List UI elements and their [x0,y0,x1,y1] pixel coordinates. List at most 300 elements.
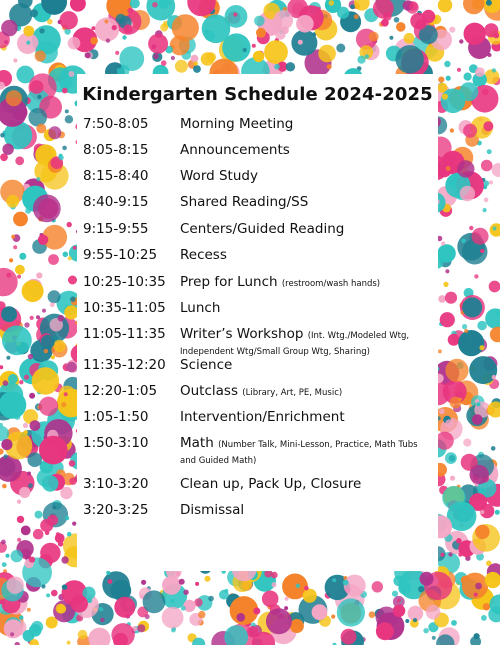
page-title: Kindergarten Schedule 2024-2025 [82,84,433,105]
confetti-dot [480,249,484,253]
confetti-dot [36,315,40,319]
confetti-dot [477,321,487,331]
confetti-dot [369,611,376,618]
confetti-dot [122,35,126,39]
confetti-dot [396,45,424,73]
confetti-dot [6,195,19,208]
schedule-activity [180,357,435,373]
confetti-dot [17,538,21,542]
confetti-dot [115,51,119,55]
confetti-dot [26,41,30,45]
confetti-dot [450,397,462,409]
schedule-activity [180,476,435,492]
confetti-dot [48,290,61,303]
confetti-dot [67,532,72,537]
confetti-dot [272,582,277,587]
confetti-dot [336,44,345,53]
confetti-dot [65,115,73,123]
schedule-time: 11:05-11:35 [83,326,166,342]
activity-label: Lunch [180,300,221,316]
confetti-dot [59,11,77,29]
confetti-dot [472,414,483,425]
confetti-dot [13,58,17,62]
confetti-dot [112,25,117,30]
confetti-dot [331,615,335,619]
confetti-dot [44,349,49,354]
confetti-dot [296,584,300,588]
confetti-dot [141,580,146,585]
activity-label: Outclass [180,383,238,399]
confetti-dot [0,365,3,369]
confetti-dot [442,94,448,100]
confetti-dot [64,392,68,396]
confetti-dot [483,121,493,131]
confetti-dot [17,275,21,279]
confetti-dot [52,506,56,510]
confetti-dot [208,596,214,602]
activity-label: Science [180,357,233,373]
confetti-dot [459,39,463,43]
schedule-time: 12:20-1:05 [83,383,158,399]
confetti-dot [285,597,289,601]
confetti-dot [372,581,383,592]
confetti-dot [459,82,478,101]
confetti-dot [38,235,48,245]
confetti-dot [198,611,205,618]
confetti-dot [284,606,288,610]
confetti-dot [252,44,256,48]
confetti-dot [91,26,95,30]
schedule-panel [77,74,438,571]
schedule-activity [180,502,435,518]
schedule-activity [180,435,435,467]
confetti-dot [41,335,55,349]
schedule-activity [180,194,435,210]
confetti-dot [0,268,18,296]
confetti-dot [23,26,34,37]
confetti-dot [426,605,441,620]
confetti-dot [451,620,457,626]
confetti-dot [194,61,198,65]
confetti-dot [27,452,42,467]
confetti-dot [28,354,33,359]
confetti-dot [13,245,17,249]
confetti-dot [114,597,135,618]
confetti-dot [464,73,472,81]
confetti-dot [175,60,188,73]
confetti-dot [463,0,485,14]
confetti-dot [413,618,417,622]
confetti-dot [484,198,489,203]
confetti-dot [21,526,31,536]
confetti-dot [171,599,175,603]
confetti-dot [237,613,246,622]
confetti-dot [70,0,86,12]
confetti-dot [490,327,500,342]
confetti-dot [415,19,426,30]
confetti-dot [445,359,468,382]
confetti-dot [124,24,133,33]
confetti-dot [495,510,500,515]
confetti-dot [161,60,167,66]
confetti-dot [365,54,369,58]
confetti-dot [357,56,365,64]
confetti-dot [152,2,157,7]
confetti-dot [42,475,58,491]
confetti-dot [15,156,24,165]
confetti-dot [392,591,398,597]
confetti-dot [42,309,46,313]
confetti-dot [56,532,60,536]
confetti-dot [344,575,366,597]
confetti-dot [13,212,28,227]
confetti-dot [441,241,445,245]
confetti-dot [143,590,166,613]
confetti-dot [40,519,53,532]
confetti-dot [2,326,32,356]
confetti-dot [39,397,58,416]
confetti-dot [68,256,72,260]
confetti-dot [243,48,247,52]
confetti-dot [474,593,478,597]
confetti-dot [483,208,487,212]
confetti-dot [477,402,481,406]
confetti-dot [56,604,66,614]
confetti-dot [191,55,199,63]
confetti-dot [329,0,335,6]
activity-label: Prep for Lunch [180,274,278,290]
confetti-dot [318,45,336,63]
confetti-dot [458,553,462,557]
schedule-activity [180,142,435,158]
confetti-dot [62,88,68,94]
confetti-dot [404,33,415,44]
confetti-dot [2,562,7,567]
confetti-dot [1,439,12,450]
confetti-dot [474,633,480,639]
confetti-dot [483,603,490,610]
confetti-dot [491,446,496,451]
confetti-dot [30,420,41,431]
confetti-dot [137,624,145,632]
confetti-dot [19,380,23,384]
confetti-dot [162,607,184,629]
confetti-dot [48,126,61,139]
activity-label: Announcements [180,142,290,158]
confetti-dot [463,124,477,138]
confetti-dot [108,579,113,584]
confetti-dot [67,222,72,227]
confetti-dot [475,67,485,77]
confetti-dot [30,80,44,94]
confetti-dot [1,540,6,545]
activity-label: Recess [180,247,227,263]
confetti-dot [15,265,25,275]
confetti-dot [29,557,35,563]
confetti-dot [27,608,31,612]
confetti-dot [450,476,455,481]
confetti-dot [354,0,370,11]
confetti-dot [50,302,55,307]
confetti-dot [423,628,428,633]
confetti-dot [8,374,18,384]
confetti-dot [51,355,55,359]
confetti-dot [90,37,98,45]
confetti-dot [337,598,365,626]
confetti-dot [172,14,199,41]
confetti-dot [85,52,91,58]
confetti-dot [462,297,482,317]
confetti-dot [78,630,88,640]
confetti-dot [17,516,24,523]
confetti-dot [68,276,77,285]
confetti-dot [33,529,44,540]
confetti-dot [469,356,497,384]
confetti-dot [440,312,455,327]
confetti-dot [469,226,473,230]
schedule-activity [180,221,435,237]
confetti-dot [492,375,497,380]
confetti-dot [457,160,474,177]
confetti-dot [341,629,357,645]
confetti-dot [19,253,26,260]
confetti-dot [0,391,26,419]
confetti-dot [153,54,159,60]
confetti-dot [286,62,295,71]
confetti-dot [181,606,186,611]
schedule-time: 10:25-10:35 [83,274,166,290]
confetti-dot [61,556,68,563]
confetti-dot [256,28,266,38]
confetti-dot [484,69,499,84]
confetti-dot [343,580,349,586]
confetti-dot [106,571,110,575]
confetti-dot [332,578,336,582]
activity-note: (Int. Wtg./Modeled Wtg, Independent Wtg/Small Group Wtg, Sharing) [180,331,410,357]
confetti-dot [479,345,484,350]
confetti-dot [383,12,392,21]
schedule-activity [180,326,435,358]
confetti-dot [312,604,328,620]
confetti-dot [117,64,121,68]
confetti-dot [266,608,292,634]
confetti-dot [464,23,486,45]
schedule-time: 8:15-8:40 [83,168,149,184]
confetti-dot [247,626,259,638]
confetti-dot [63,252,69,258]
activity-label: Intervention/Enrichment [180,409,345,425]
confetti-dot [24,375,29,380]
confetti-dot [432,636,436,640]
confetti-dot [72,522,76,526]
confetti-dot [488,401,500,417]
confetti-dot [461,239,466,244]
confetti-dot [409,2,418,11]
confetti-dot [31,621,43,633]
confetti-dot [253,608,260,615]
confetti-dot [462,324,467,329]
confetti-dot [291,30,317,56]
confetti-dot [148,34,168,54]
confetti-dot [69,460,76,467]
schedule-time: 1:05-1:50 [83,409,149,425]
confetti-dot [298,40,303,45]
confetti-dot [484,23,498,37]
confetti-dot [65,516,69,520]
confetti-dot [195,582,199,586]
activity-label: Morning Meeting [180,116,294,132]
confetti-dot [179,579,185,585]
schedule-activity [180,116,435,132]
confetti-dot [273,10,293,30]
confetti-dot [442,486,466,510]
confetti-dot [0,449,4,455]
confetti-dot [23,423,28,428]
confetti-dot [0,133,5,138]
confetti-dot [476,539,480,543]
confetti-dot [71,595,88,612]
confetti-dot [41,584,45,588]
confetti-dot [160,24,168,32]
confetti-dot [480,510,484,514]
confetti-dot [448,552,452,556]
confetti-dot [111,623,134,645]
confetti-dot [458,330,484,356]
confetti-dot [28,483,33,488]
confetti-dot [474,274,478,278]
confetti-dot [35,511,43,519]
schedule-time: 8:05-8:15 [83,142,149,158]
confetti-dot [11,550,23,562]
confetti-dot [397,599,401,603]
schedule-activity [180,247,435,263]
confetti-dot [233,13,237,17]
confetti-dot [264,40,288,64]
schedule-activity [180,409,435,425]
confetti-dot [11,235,15,239]
activity-label: Centers/Guided Reading [180,221,345,237]
confetti-dot [304,586,309,591]
activity-label: Shared Reading/SS [180,194,309,210]
confetti-dot [70,296,76,302]
confetti-dot [456,538,462,544]
confetti-dot [443,282,448,287]
confetti-dot [9,258,13,262]
confetti-dot [29,393,35,399]
confetti-dot [449,27,455,33]
activity-note: (Number Talk, Mini-Lesson, Practice, Math Tubs and Guided Math) [180,440,418,466]
confetti-dot [183,600,195,612]
activity-label: Word Study [180,168,258,184]
confetti-dot [24,322,29,327]
confetti-dot [445,419,454,428]
schedule-time: 11:35-12:20 [83,357,166,373]
confetti-dot [350,4,355,9]
confetti-dot [445,269,449,273]
confetti-dot [183,590,188,595]
confetti-dot [36,124,46,134]
activity-label: Math [180,435,214,451]
confetti-dot [1,20,18,37]
confetti-dot [128,8,134,14]
confetti-dot [58,315,65,322]
confetti-dot [394,17,400,23]
confetti-dot [37,95,41,99]
schedule-time: 1:50-3:10 [83,435,149,451]
confetti-dot [30,9,38,17]
confetti-dot [253,51,264,62]
confetti-dot [492,68,496,72]
confetti-dot [376,622,394,640]
confetti-dot [48,254,59,265]
confetti-dot [438,349,442,353]
confetti-dot [438,0,452,12]
schedule-activity [180,274,435,290]
confetti-dot [492,226,496,230]
confetti-dot [27,472,31,476]
confetti-dot [445,452,457,464]
confetti-dot [441,553,445,557]
confetti-dot [61,402,66,407]
confetti-dot [420,572,434,586]
activity-label: Clean up, Pack Up, Closure [180,476,362,492]
confetti-dot [457,68,461,72]
confetti-dot [19,615,23,619]
confetti-dot [401,587,406,592]
confetti-dot [450,128,454,132]
confetti-dot [7,577,24,594]
confetti-dot [171,56,175,60]
activity-label: Writer’s Workshop [180,326,304,342]
confetti-dot [53,340,65,352]
confetti-dot [444,61,450,67]
confetti-dot [58,541,63,546]
confetti-dot [463,439,471,447]
schedule-time: 3:10-3:20 [83,476,149,492]
confetti-dot [303,589,317,603]
confetti-dot [489,180,493,184]
confetti-dot [290,619,304,633]
activity-note: (Library, Art, PE, Music) [242,388,343,398]
confetti-dot [201,52,215,66]
confetti-dot [485,308,500,328]
confetti-dot [17,500,21,504]
confetti-dot [59,154,63,158]
confetti-dot [62,146,67,151]
confetti-dot [472,228,489,245]
confetti-dot [6,356,10,360]
confetti-dot [354,14,359,19]
confetti-dot [488,53,492,57]
confetti-dot [438,77,444,83]
confetti-dot [2,484,7,489]
confetti-dot [66,362,77,373]
activity-note: (restroom/wash hands) [281,279,381,289]
confetti-dot [65,109,69,113]
confetti-dot [32,367,59,394]
confetti-dot [389,36,393,40]
confetti-dot [481,615,487,621]
confetti-dot [67,641,71,645]
confetti-dot [405,619,409,623]
confetti-dot [30,316,34,320]
schedule-time: 9:55-10:25 [83,247,158,263]
schedule-activity [180,300,435,316]
confetti-dot [6,90,22,106]
schedule-time: 8:40-9:15 [83,194,149,210]
schedule-time: 7:50-8:05 [83,116,149,132]
confetti-dot [481,160,493,172]
